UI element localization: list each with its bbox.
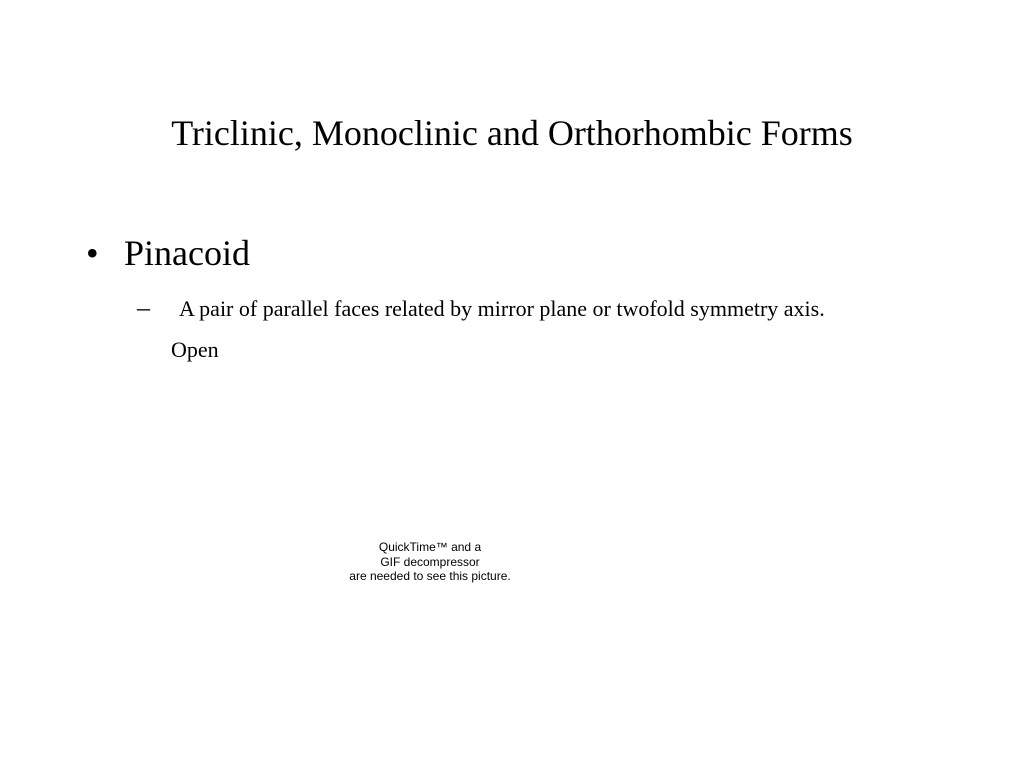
placeholder-line-2: GIF decompressor	[380, 554, 480, 569]
placeholder-line-1: QuickTime™ and a	[378, 540, 482, 554]
sub-bullet-text: A pair of parallel faces related by mirror plane or twofold symmetry axis.	[179, 296, 825, 321]
missing-image-placeholder	[310, 540, 550, 584]
sub-bullet-item	[137, 294, 825, 323]
continuation-text: Open	[171, 337, 219, 362]
sub-bullet-marker: –	[137, 293, 150, 322]
bullet-item	[86, 230, 250, 276]
bullet-text: Pinacoid	[124, 233, 250, 273]
placeholder-line-3: are needed to see this picture.	[349, 569, 511, 583]
slide-title: Triclinic, Monoclinic and Orthorhombic Forms	[171, 113, 853, 153]
bullet-marker: •	[86, 233, 99, 273]
